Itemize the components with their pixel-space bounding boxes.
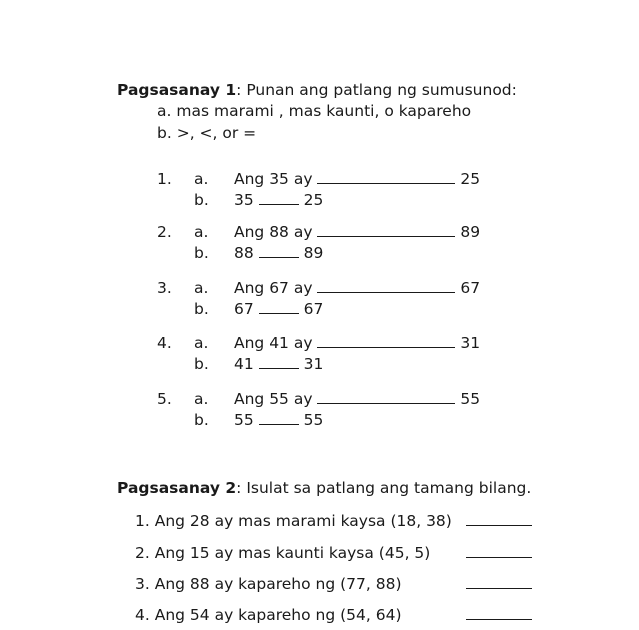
answer-blank[interactable] bbox=[466, 511, 532, 526]
exercise1-instruction: : Punan ang patlang ng sumusunod: bbox=[236, 81, 517, 99]
exercise2-item bbox=[135, 543, 430, 563]
part-a-compare: 25 bbox=[460, 170, 481, 188]
part-b-end: 67 bbox=[303, 300, 324, 318]
exercise2-item bbox=[135, 605, 402, 625]
answer-blank-a[interactable] bbox=[317, 278, 455, 293]
item-number: 2. bbox=[157, 223, 172, 241]
exercise2-item bbox=[135, 574, 402, 594]
part-a-text: Ang 41 ay bbox=[234, 334, 313, 352]
item-number: 4. bbox=[157, 334, 172, 352]
exercise2-item bbox=[135, 511, 452, 531]
part-b-start: 41 bbox=[234, 355, 254, 373]
part-a-compare: 89 bbox=[460, 223, 481, 241]
answer-blank[interactable] bbox=[466, 605, 532, 620]
part-b-row bbox=[234, 410, 323, 430]
answer-blank-b[interactable] bbox=[259, 190, 299, 205]
answer-blank-b[interactable] bbox=[259, 354, 299, 369]
option-a-text: mas marami , mas kaunti, o kapareho bbox=[176, 102, 472, 120]
part-a-row bbox=[234, 222, 480, 242]
answer-blank-a[interactable] bbox=[317, 333, 455, 348]
answer-blank-a[interactable] bbox=[317, 169, 455, 184]
option-b bbox=[157, 123, 256, 143]
item-number: 3. bbox=[157, 279, 172, 297]
option-b-letter: b. bbox=[157, 124, 172, 142]
part-a-label: a. bbox=[194, 223, 209, 241]
part-a-label: a. bbox=[194, 170, 209, 188]
item-text: Ang 54 ay kapareho ng (54, 64) bbox=[154, 606, 402, 624]
part-a-row bbox=[234, 169, 480, 189]
part-b-label: b. bbox=[194, 300, 209, 318]
part-a-text: Ang 88 ay bbox=[234, 223, 313, 241]
part-a-compare: 67 bbox=[460, 279, 481, 297]
part-a-row bbox=[234, 389, 480, 409]
exercise2-instruction: : Isulat sa patlang ang tamang bilang. bbox=[236, 479, 532, 497]
answer-blank[interactable] bbox=[466, 543, 532, 558]
answer-blank-a[interactable] bbox=[317, 389, 455, 404]
answer-blank-b[interactable] bbox=[259, 299, 299, 314]
answer-line[interactable] bbox=[466, 543, 532, 563]
option-a-letter: a. bbox=[157, 102, 172, 120]
exercise1-title: Pagsasanay 1 bbox=[117, 81, 237, 99]
answer-line[interactable] bbox=[466, 605, 532, 625]
part-b-end: 55 bbox=[303, 411, 324, 429]
part-b-row bbox=[234, 354, 323, 374]
part-a-label: a. bbox=[194, 390, 209, 408]
part-a-compare: 55 bbox=[460, 390, 481, 408]
exercise1-heading bbox=[117, 80, 517, 100]
part-a-row bbox=[234, 333, 480, 353]
part-a-text: Ang 67 ay bbox=[234, 279, 313, 297]
item-number: 1. bbox=[157, 170, 172, 188]
answer-line[interactable] bbox=[466, 574, 532, 594]
part-b-start: 35 bbox=[234, 191, 254, 209]
part-b-end: 89 bbox=[303, 244, 324, 262]
part-b-label: b. bbox=[194, 355, 209, 373]
part-b-label: b. bbox=[194, 411, 209, 429]
part-b-label: b. bbox=[194, 191, 209, 209]
part-b-start: 55 bbox=[234, 411, 254, 429]
answer-blank-a[interactable] bbox=[317, 222, 455, 237]
item-number: 3. bbox=[135, 575, 150, 593]
item-number: 4. bbox=[135, 606, 150, 624]
part-b-start: 88 bbox=[234, 244, 254, 262]
item-text: Ang 88 ay kapareho ng (77, 88) bbox=[154, 575, 402, 593]
part-a-label: a. bbox=[194, 279, 209, 297]
answer-blank-b[interactable] bbox=[259, 410, 299, 425]
answer-blank-b[interactable] bbox=[259, 243, 299, 258]
item-number: 2. bbox=[135, 544, 150, 562]
part-a-compare: 31 bbox=[460, 334, 481, 352]
option-a bbox=[157, 101, 471, 121]
part-b-row bbox=[234, 243, 323, 263]
part-b-end: 31 bbox=[303, 355, 324, 373]
item-number: 1. bbox=[135, 512, 150, 530]
part-b-start: 67 bbox=[234, 300, 254, 318]
part-b-row bbox=[234, 190, 323, 210]
part-b-label: b. bbox=[194, 244, 209, 262]
option-b-text: >, <, or = bbox=[176, 124, 257, 142]
item-number: 5. bbox=[157, 390, 172, 408]
answer-line[interactable] bbox=[466, 511, 532, 531]
exercise2-heading bbox=[117, 478, 531, 498]
part-a-label: a. bbox=[194, 334, 209, 352]
part-a-text: Ang 35 ay bbox=[234, 170, 313, 188]
exercise2-title: Pagsasanay 2 bbox=[117, 479, 237, 497]
part-a-row bbox=[234, 278, 480, 298]
part-b-row bbox=[234, 299, 323, 319]
part-a-text: Ang 55 ay bbox=[234, 390, 313, 408]
item-text: Ang 28 ay mas marami kaysa (18, 38) bbox=[154, 512, 452, 530]
part-b-end: 25 bbox=[303, 191, 324, 209]
item-text: Ang 15 ay mas kaunti kaysa (45, 5) bbox=[154, 544, 431, 562]
answer-blank[interactable] bbox=[466, 574, 532, 589]
